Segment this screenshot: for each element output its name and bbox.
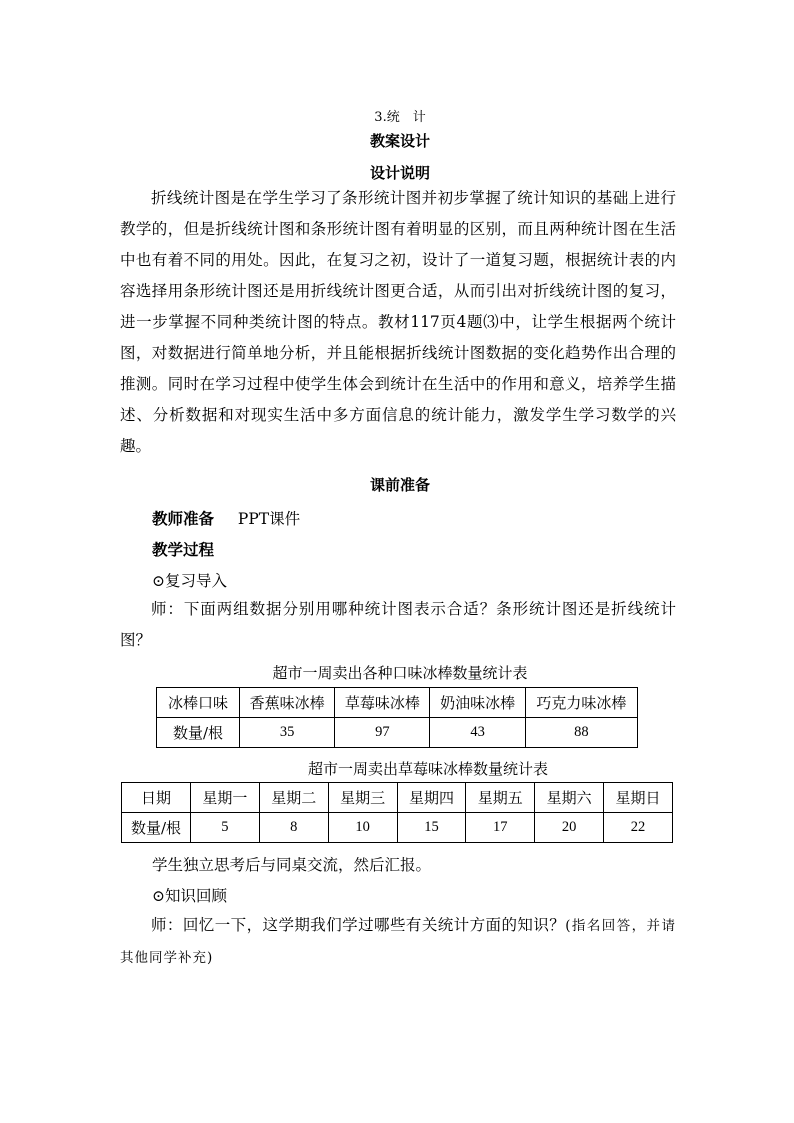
table-header-cell: 奶油味冰棒: [430, 688, 525, 718]
knowledge-heading: ⊙知识回顾: [152, 887, 227, 905]
table-header-cell: 星期五: [466, 783, 535, 813]
table-cell: 数量/根: [157, 718, 240, 748]
table-cell: 17: [466, 813, 535, 843]
table-header-cell: 星期二: [259, 783, 328, 813]
flavor-table: [156, 687, 638, 748]
table-header-cell: 香蕉味冰棒: [240, 688, 335, 718]
teacher-prep-label: 教师准备: [152, 509, 215, 528]
table-header-cell: 巧克力味冰棒: [525, 688, 637, 718]
table-header-cell: 星期日: [604, 783, 673, 813]
intro-paragraph: 折线统计图是在学生学习了条形统计图并初步掌握了统计知识的基础上进行教学的，但是折线统计图和条形统计图有着明显的区别，而且两种统计图在生活中也有着不同的用处。因此，在复习之初，设计了一道复习题，根据统计表的内容选择用条形统计图还是用折线统计图更合适，从而引出对折线统计图的复习，进一步掌握不同种类统计图的特点。教材117页4题⑶中，让学生根据两个统计图，对数据进行简单地分析，并且能根据折线统计图数据的变化趋势作出合理的推测。同时在学习过程中使学生体会到统计在生活中的作用和意义，培养学生描述、分析数据和对现实生活中多方面信息的统计能力，激发学生学习数学的兴趣。: [120, 189, 676, 455]
table-header-cell: 日期: [122, 783, 191, 813]
page-title: 教案设计: [369, 132, 430, 150]
table-row: [157, 718, 638, 748]
table-cell: 97: [335, 718, 430, 748]
table-cell: 10: [328, 813, 397, 843]
design-heading: 设计说明: [369, 164, 430, 182]
table-row: [122, 813, 673, 843]
review-question: 师：下面两组数据分别用哪种统计图表示合适？条形统计图还是折线统计图？: [120, 600, 676, 649]
table-header-cell: 星期三: [328, 783, 397, 813]
teacher-prep-line: [152, 507, 300, 529]
review-heading: ⊙复习导入: [152, 572, 227, 590]
knowledge-hint: (指名回答，并请其他同学补充): [120, 918, 676, 966]
table2-caption: 超市一周卖出草莓味冰棒数量统计表: [307, 760, 548, 778]
table-cell: 43: [430, 718, 525, 748]
after-tables-text: 学生独立思考后与同桌交流，然后汇报。: [152, 856, 432, 874]
table-cell: 88: [525, 718, 637, 748]
knowledge-question-paragraph: [120, 910, 676, 974]
prep-heading: 课前准备: [369, 476, 430, 494]
table-header-cell: 冰棒口味: [157, 688, 240, 718]
table-header-cell: 草莓味冰棒: [335, 688, 430, 718]
knowledge-question: 师：回忆一下，这学期我们学过哪些有关统计方面的知识？: [151, 916, 566, 934]
table-header-cell: 星期四: [397, 783, 466, 813]
table-cell: 8: [259, 813, 328, 843]
table-cell: 22: [604, 813, 673, 843]
table-row: [157, 688, 638, 718]
process-heading: 教学过程: [152, 540, 215, 559]
table-row: [122, 783, 673, 813]
table-header-cell: 星期六: [535, 783, 604, 813]
table-header-cell: 星期一: [191, 783, 260, 813]
section-number: 3.统 计: [374, 110, 426, 125]
teacher-prep-value: PPT课件: [237, 510, 301, 528]
table-cell: 数量/根: [122, 813, 191, 843]
table-cell: 15: [397, 813, 466, 843]
daily-table: [121, 782, 673, 843]
table1-caption: 超市一周卖出各种口味冰棒数量统计表: [272, 664, 528, 682]
table-cell: 35: [240, 718, 335, 748]
table-cell: 20: [535, 813, 604, 843]
table-cell: 5: [191, 813, 260, 843]
